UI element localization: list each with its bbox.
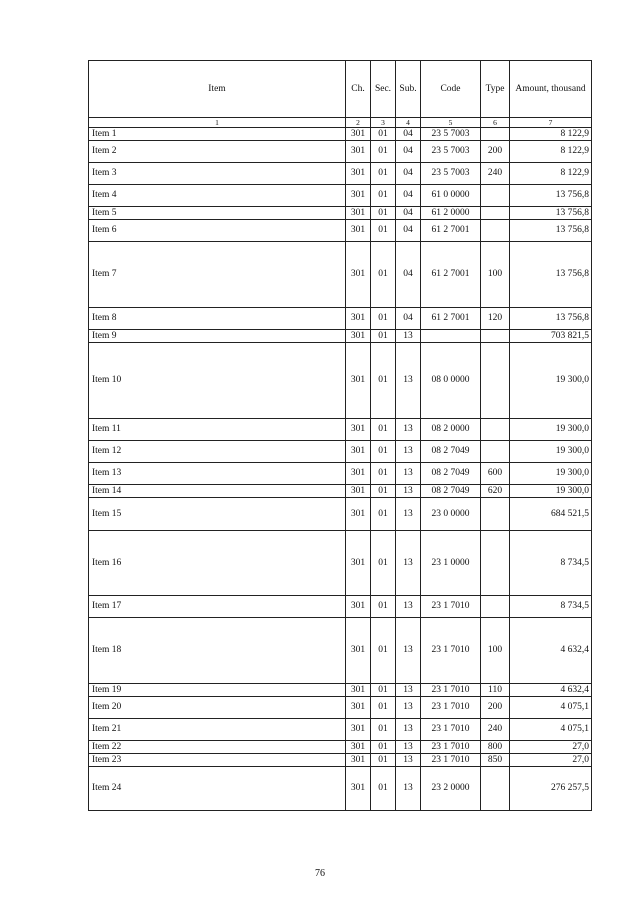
row-chapter: 301 (346, 767, 371, 811)
table-row (89, 485, 592, 498)
row-type: 120 (481, 308, 510, 330)
column-number: 2 (346, 118, 371, 128)
row-section: 01 (371, 498, 396, 531)
table-row (89, 141, 592, 163)
row-type: 110 (481, 684, 510, 697)
row-chapter: 301 (346, 419, 371, 441)
row-type (481, 596, 510, 618)
row-subsection: 04 (396, 163, 421, 185)
header-subsection: Sub. (396, 61, 421, 118)
row-sum: 8 122,9 (510, 128, 592, 141)
row-chapter: 301 (346, 596, 371, 618)
table-row (89, 185, 592, 207)
row-subsection: 13 (396, 343, 421, 419)
row-section: 01 (371, 163, 396, 185)
row-type (481, 207, 510, 220)
table-row (89, 684, 592, 697)
row-name: Item 18 (89, 618, 346, 684)
row-type (481, 128, 510, 141)
row-subsection: 13 (396, 463, 421, 485)
row-type (481, 498, 510, 531)
row-code: 61 2 0000 (421, 207, 481, 220)
row-section: 01 (371, 207, 396, 220)
row-section: 01 (371, 618, 396, 684)
table-body (89, 128, 592, 811)
row-section: 01 (371, 220, 396, 242)
row-code (421, 330, 481, 343)
row-chapter: 301 (346, 441, 371, 463)
row-subsection: 13 (396, 741, 421, 754)
row-subsection: 04 (396, 128, 421, 141)
row-sum: 13 756,8 (510, 185, 592, 207)
budget-table-page (88, 60, 591, 811)
row-subsection: 04 (396, 207, 421, 220)
row-section: 01 (371, 697, 396, 719)
row-subsection: 13 (396, 697, 421, 719)
table-row (89, 463, 592, 485)
row-chapter: 301 (346, 741, 371, 754)
row-chapter: 301 (346, 330, 371, 343)
row-type: 100 (481, 242, 510, 308)
table-row (89, 419, 592, 441)
row-type (481, 441, 510, 463)
row-section: 01 (371, 741, 396, 754)
column-number-row (89, 118, 592, 128)
row-section: 01 (371, 463, 396, 485)
row-code: 08 2 7049 (421, 485, 481, 498)
page-number: 76 (315, 868, 325, 879)
row-subsection: 13 (396, 596, 421, 618)
row-type: 800 (481, 741, 510, 754)
row-subsection: 13 (396, 441, 421, 463)
row-chapter: 301 (346, 618, 371, 684)
row-chapter: 301 (346, 498, 371, 531)
row-section: 01 (371, 330, 396, 343)
row-sum: 13 756,8 (510, 207, 592, 220)
row-name: Item 23 (89, 754, 346, 767)
row-sum: 19 300,0 (510, 441, 592, 463)
row-subsection: 13 (396, 719, 421, 741)
table-row (89, 330, 592, 343)
row-chapter: 301 (346, 163, 371, 185)
row-type: 200 (481, 697, 510, 719)
row-chapter: 301 (346, 141, 371, 163)
row-section: 01 (371, 343, 396, 419)
row-type: 240 (481, 163, 510, 185)
row-subsection: 04 (396, 308, 421, 330)
row-chapter: 301 (346, 343, 371, 419)
row-code: 23 5 7003 (421, 128, 481, 141)
row-name: Item 4 (89, 185, 346, 207)
table-row (89, 618, 592, 684)
row-type: 600 (481, 463, 510, 485)
table-row (89, 220, 592, 242)
row-name: Item 15 (89, 498, 346, 531)
row-type (481, 531, 510, 596)
row-name: Item 3 (89, 163, 346, 185)
table-row (89, 441, 592, 463)
row-sum: 8 122,9 (510, 163, 592, 185)
column-number: 5 (421, 118, 481, 128)
row-chapter: 301 (346, 308, 371, 330)
column-number: 1 (89, 118, 346, 128)
row-code: 23 1 7010 (421, 697, 481, 719)
table-row (89, 163, 592, 185)
row-subsection: 13 (396, 684, 421, 697)
table-row (89, 741, 592, 754)
row-name: Item 5 (89, 207, 346, 220)
row-chapter: 301 (346, 242, 371, 308)
column-number: 7 (510, 118, 592, 128)
table-row (89, 767, 592, 811)
row-sum: 13 756,8 (510, 220, 592, 242)
table-row (89, 308, 592, 330)
table-row (89, 697, 592, 719)
row-name: Item 7 (89, 242, 346, 308)
row-chapter: 301 (346, 463, 371, 485)
row-name: Item 12 (89, 441, 346, 463)
row-code: 08 2 7049 (421, 441, 481, 463)
row-type: 620 (481, 485, 510, 498)
row-sum: 4 075,1 (510, 719, 592, 741)
row-sum: 8 734,5 (510, 596, 592, 618)
row-code: 08 2 0000 (421, 419, 481, 441)
row-name: Item 14 (89, 485, 346, 498)
row-section: 01 (371, 485, 396, 498)
table-row (89, 207, 592, 220)
row-chapter: 301 (346, 220, 371, 242)
row-section: 01 (371, 684, 396, 697)
budget-table (88, 60, 592, 811)
row-name: Item 2 (89, 141, 346, 163)
row-type: 100 (481, 618, 510, 684)
row-chapter: 301 (346, 719, 371, 741)
row-subsection: 04 (396, 242, 421, 308)
row-name: Item 22 (89, 741, 346, 754)
table-row (89, 242, 592, 308)
row-chapter: 301 (346, 754, 371, 767)
row-chapter: 301 (346, 684, 371, 697)
row-name: Item 9 (89, 330, 346, 343)
row-chapter: 301 (346, 697, 371, 719)
row-sum: 13 756,8 (510, 308, 592, 330)
row-code: 23 5 7003 (421, 163, 481, 185)
row-section: 01 (371, 141, 396, 163)
row-code: 23 0 0000 (421, 498, 481, 531)
row-subsection: 13 (396, 485, 421, 498)
row-name: Item 13 (89, 463, 346, 485)
column-number: 4 (396, 118, 421, 128)
row-sum: 19 300,0 (510, 343, 592, 419)
row-chapter: 301 (346, 185, 371, 207)
row-type: 240 (481, 719, 510, 741)
row-code: 23 1 7010 (421, 684, 481, 697)
row-subsection: 04 (396, 141, 421, 163)
row-chapter: 301 (346, 485, 371, 498)
row-type (481, 220, 510, 242)
header-chapter: Ch. (346, 61, 371, 118)
table-row (89, 596, 592, 618)
row-name: Item 21 (89, 719, 346, 741)
row-sum: 19 300,0 (510, 485, 592, 498)
row-sum: 276 257,5 (510, 767, 592, 811)
row-code: 23 1 7010 (421, 618, 481, 684)
row-subsection: 13 (396, 498, 421, 531)
row-type (481, 185, 510, 207)
row-name: Item 10 (89, 343, 346, 419)
row-code: 23 1 0000 (421, 531, 481, 596)
column-number: 6 (481, 118, 510, 128)
row-subsection: 13 (396, 754, 421, 767)
row-type (481, 419, 510, 441)
row-section: 01 (371, 419, 396, 441)
row-section: 01 (371, 441, 396, 463)
table-row (89, 719, 592, 741)
row-section: 01 (371, 754, 396, 767)
row-name: Item 20 (89, 697, 346, 719)
row-name: Item 8 (89, 308, 346, 330)
row-subsection: 13 (396, 767, 421, 811)
header-section: Sec. (371, 61, 396, 118)
row-sum: 19 300,0 (510, 463, 592, 485)
row-code: 23 1 7010 (421, 719, 481, 741)
row-code: 08 2 7049 (421, 463, 481, 485)
row-chapter: 301 (346, 531, 371, 596)
row-subsection: 13 (396, 618, 421, 684)
row-sum: 13 756,8 (510, 242, 592, 308)
table-row (89, 343, 592, 419)
row-type (481, 343, 510, 419)
row-subsection: 04 (396, 185, 421, 207)
row-type: 850 (481, 754, 510, 767)
row-name: Item 24 (89, 767, 346, 811)
header-row (89, 61, 592, 118)
row-sum: 19 300,0 (510, 419, 592, 441)
header-name: Item (89, 61, 346, 118)
row-name: Item 1 (89, 128, 346, 141)
row-name: Item 19 (89, 684, 346, 697)
header-sum: Amount, thousand (510, 61, 592, 118)
row-subsection: 13 (396, 531, 421, 596)
column-number: 3 (371, 118, 396, 128)
row-name: Item 16 (89, 531, 346, 596)
row-section: 01 (371, 242, 396, 308)
row-section: 01 (371, 767, 396, 811)
row-sum: 8 122,9 (510, 141, 592, 163)
row-code: 08 0 0000 (421, 343, 481, 419)
row-section: 01 (371, 719, 396, 741)
row-code: 23 5 7003 (421, 141, 481, 163)
row-subsection: 13 (396, 330, 421, 343)
row-code: 23 1 7010 (421, 754, 481, 767)
row-code: 61 2 7001 (421, 220, 481, 242)
row-section: 01 (371, 185, 396, 207)
row-section: 01 (371, 128, 396, 141)
table-row (89, 128, 592, 141)
row-type (481, 330, 510, 343)
row-name: Item 6 (89, 220, 346, 242)
table-row (89, 754, 592, 767)
header-type: Type (481, 61, 510, 118)
row-code: 61 2 7001 (421, 242, 481, 308)
row-code: 61 2 7001 (421, 308, 481, 330)
table-row (89, 498, 592, 531)
row-sum: 684 521,5 (510, 498, 592, 531)
row-name: Item 11 (89, 419, 346, 441)
row-code: 61 0 0000 (421, 185, 481, 207)
row-subsection: 04 (396, 220, 421, 242)
row-sum: 4 632,4 (510, 684, 592, 697)
row-section: 01 (371, 531, 396, 596)
row-chapter: 301 (346, 207, 371, 220)
row-sum: 4 632,4 (510, 618, 592, 684)
row-sum: 703 821,5 (510, 330, 592, 343)
row-sum: 27,0 (510, 741, 592, 754)
row-sum: 8 734,5 (510, 531, 592, 596)
table-row (89, 531, 592, 596)
row-code: 23 2 0000 (421, 767, 481, 811)
row-type: 200 (481, 141, 510, 163)
row-chapter: 301 (346, 128, 371, 141)
row-code: 23 1 7010 (421, 741, 481, 754)
row-sum: 4 075,1 (510, 697, 592, 719)
header-code: Code (421, 61, 481, 118)
row-section: 01 (371, 308, 396, 330)
row-sum: 27,0 (510, 754, 592, 767)
row-subsection: 13 (396, 419, 421, 441)
row-type (481, 767, 510, 811)
row-name: Item 17 (89, 596, 346, 618)
row-section: 01 (371, 596, 396, 618)
row-code: 23 1 7010 (421, 596, 481, 618)
